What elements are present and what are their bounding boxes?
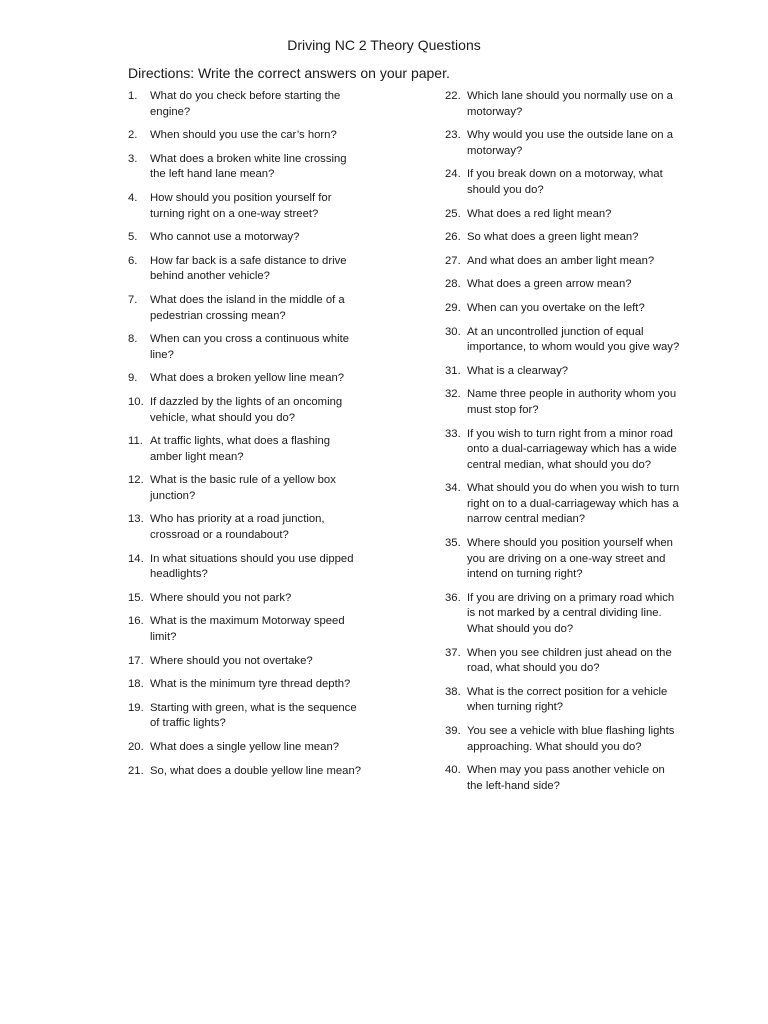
question-item — [445, 230, 685, 246]
question-item — [128, 740, 368, 756]
question-number: 16. — [128, 615, 144, 628]
question-text: When can you cross a continuous white line? — [150, 333, 350, 361]
question-item — [128, 701, 368, 732]
question-number: 27. — [445, 254, 461, 267]
question-item — [445, 364, 685, 380]
question-item — [128, 395, 368, 426]
question-item — [128, 230, 368, 246]
question-item — [445, 128, 685, 159]
question-item — [445, 763, 685, 794]
question-item — [128, 614, 368, 645]
question-item — [128, 512, 368, 543]
question-text: Where should you position yourself when you are driving on a one-way street and intend on turning right? — [467, 537, 673, 581]
question-item — [445, 207, 685, 223]
question-item — [445, 427, 685, 474]
question-item — [128, 677, 368, 693]
question-number: 8. — [128, 333, 138, 346]
question-number: 19. — [128, 701, 144, 714]
question-number: 35. — [445, 537, 461, 550]
question-number: 32. — [445, 388, 461, 401]
question-text: If you wish to turn right from a minor road onto a dual-carriageway which has a wide central median, what should you do? — [467, 427, 677, 471]
question-text: You see a vehicle with blue flashing lights approaching. What should you do? — [467, 725, 675, 753]
question-text: How should you position yourself for turning right on a one-way street? — [150, 191, 332, 220]
question-item — [445, 481, 685, 528]
question-number: 26. — [445, 231, 461, 244]
question-number: 12. — [128, 474, 144, 487]
question-text: When you see children just ahead on the road, what should you do? — [467, 646, 672, 675]
question-text: What is the correct position for a vehicle when turning right? — [467, 685, 668, 714]
question-number: 25. — [445, 207, 461, 220]
question-text: What is the basic rule of a yellow box junction? — [150, 474, 336, 502]
question-item — [445, 387, 685, 418]
question-item — [445, 536, 685, 583]
question-item — [445, 277, 685, 293]
question-text: What is a clearway? — [467, 364, 569, 377]
question-text: What does a broken yellow line mean? — [150, 372, 345, 385]
question-text: When can you overtake on the left? — [467, 301, 645, 314]
question-number: 5. — [128, 231, 138, 244]
question-text: If you are driving on a primary road which is not marked by a central dividing line. What should you do? — [467, 591, 675, 636]
question-text: At an uncontrolled junction of equal importance, to whom would you give way? — [467, 325, 680, 354]
question-text: Which lane should you normally use on a motorway? — [467, 90, 673, 118]
question-item — [445, 167, 685, 198]
question-text: What should you do when you wish to turn right on to a dual-carriageway which has a narrow central median? — [467, 482, 680, 526]
question-text: Why would you use the outside lane on a motorway? — [467, 129, 673, 157]
question-number: 39. — [445, 725, 461, 737]
question-number: 10. — [128, 395, 144, 408]
question-item — [128, 152, 368, 183]
question-number: 14. — [128, 552, 144, 565]
question-number: 23. — [445, 129, 461, 142]
question-item — [445, 646, 685, 677]
question-number: 22. — [445, 90, 461, 102]
question-text: When should you use the car’s horn? — [150, 129, 337, 142]
question-number: 7. — [128, 293, 138, 306]
question-item — [128, 654, 368, 670]
question-text: What is the maximum Motorway speed limit? — [150, 615, 345, 644]
question-text: If dazzled by the lights of an oncoming vehicle, what should you do? — [150, 395, 343, 424]
question-item — [128, 254, 368, 285]
question-number: 9. — [128, 372, 138, 385]
question-number: 29. — [445, 301, 461, 314]
question-text: How far back is a safe distance to drive behind another vehicle? — [150, 254, 347, 283]
question-number: 11. — [128, 435, 143, 448]
question-number: 1. — [128, 90, 138, 102]
question-text: So, what does a double yellow line mean? — [150, 764, 362, 777]
question-number: 6. — [128, 254, 138, 267]
question-number: 21. — [128, 764, 144, 777]
question-item — [128, 371, 368, 387]
question-number: 38. — [445, 685, 461, 698]
question-text: Starting with green, what is the sequence of traffic lights? — [150, 701, 357, 730]
question-item — [128, 89, 368, 120]
question-item — [445, 301, 685, 317]
question-text: What does a single yellow line mean? — [150, 741, 340, 753]
question-number: 37. — [445, 646, 461, 659]
question-number: 28. — [445, 278, 461, 291]
question-text: What does a red light mean? — [467, 207, 612, 220]
question-item — [128, 128, 368, 144]
question-number: 20. — [128, 741, 144, 753]
page-title: Driving NC 2 Theory Questions — [287, 37, 481, 53]
question-number: 30. — [445, 325, 461, 338]
question-item — [445, 254, 685, 270]
question-text: What do you check before starting the engine? — [150, 90, 341, 118]
question-number: 4. — [128, 191, 138, 204]
question-text: In what situations should you use dipped headlights? — [150, 552, 354, 581]
question-item — [128, 434, 368, 465]
question-item — [445, 591, 685, 638]
question-number: 17. — [128, 654, 144, 667]
question-list-right — [445, 89, 685, 802]
question-number: 2. — [128, 129, 138, 142]
question-item — [128, 552, 368, 583]
question-text: If you break down on a motorway, what should you do? — [467, 168, 663, 196]
question-number: 15. — [128, 591, 144, 604]
question-list-left — [128, 89, 368, 787]
question-number: 34. — [445, 482, 461, 495]
question-number: 36. — [445, 591, 461, 604]
directions-text: Directions: Write the correct answers on your paper. — [128, 65, 450, 81]
question-text: So what does a green light mean? — [467, 231, 639, 244]
question-item — [445, 685, 685, 716]
question-item — [445, 724, 685, 755]
question-number: 3. — [128, 152, 138, 165]
question-number: 40. — [445, 764, 461, 777]
question-number: 13. — [128, 513, 144, 526]
question-item — [445, 325, 685, 356]
question-item — [445, 89, 685, 120]
question-text: Who cannot use a motorway? — [150, 231, 300, 244]
question-text: Name three people in authority whom you must stop for? — [467, 388, 677, 416]
question-text: Who has priority at a road junction, crossroad or a roundabout? — [150, 513, 325, 542]
question-text: Where should you not park? — [150, 591, 292, 604]
question-text: Where should you not overtake? — [150, 654, 313, 667]
question-text: At traffic lights, what does a flashing amber light mean? — [150, 435, 331, 463]
question-number: 33. — [445, 427, 461, 440]
question-item — [128, 764, 368, 780]
question-text: And what does an amber light mean? — [467, 254, 655, 267]
question-text: What does a green arrow mean? — [467, 278, 632, 291]
question-text: What does a broken white line crossing the left hand lane mean? — [150, 152, 347, 181]
question-number: 24. — [445, 168, 461, 181]
question-text: What does the island in the middle of a pedestrian crossing mean? — [150, 293, 345, 322]
question-item — [128, 332, 368, 363]
question-item — [128, 191, 368, 222]
question-text: What is the minimum tyre thread depth? — [150, 678, 351, 691]
question-number: 31. — [445, 364, 461, 377]
question-item — [128, 293, 368, 324]
question-item — [128, 473, 368, 504]
question-item — [128, 591, 368, 607]
question-text: When may you pass another vehicle on the left-hand side? — [467, 764, 665, 792]
question-number: 18. — [128, 678, 144, 691]
